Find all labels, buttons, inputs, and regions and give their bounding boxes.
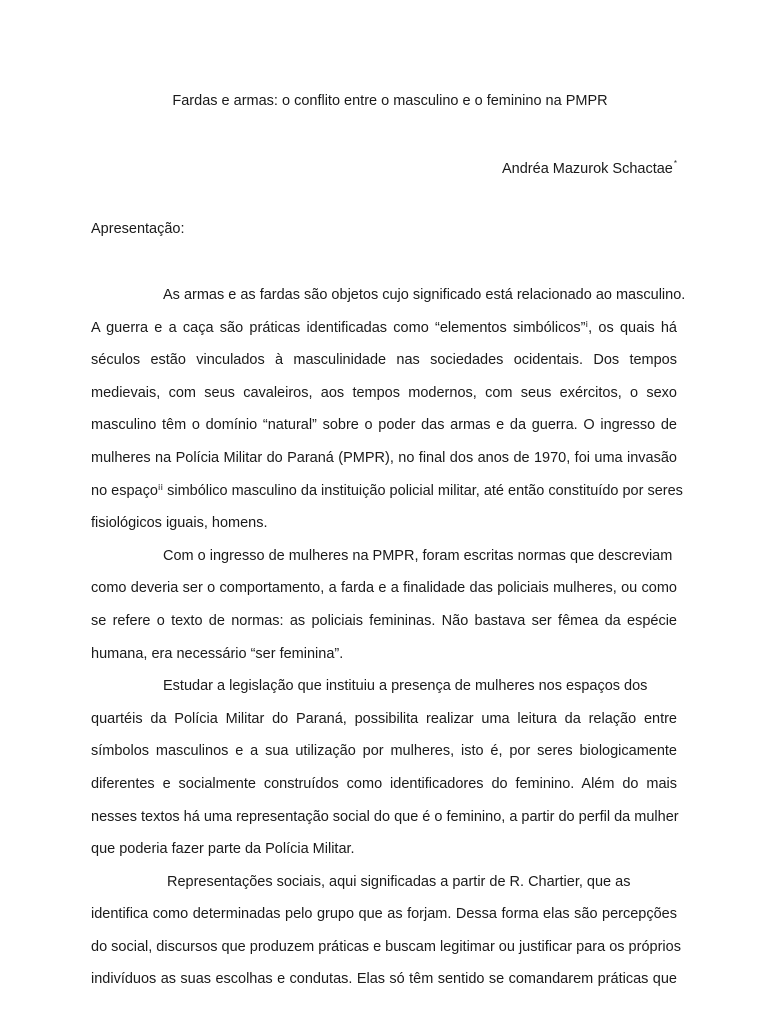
author-line <box>502 154 677 179</box>
text-line: mulheres na Polícia Militar do Paraná (PMPR), no final dos anos de 1970, foi uma invasão <box>91 449 677 466</box>
text-line: diferentes e socialmente construídos como identificadores do feminino. Além do mais <box>91 775 677 792</box>
paragraph-2 <box>91 545 677 675</box>
text-line: quartéis da Polícia Militar do Paraná, possibilita realizar uma leitura da relação entre <box>91 710 677 727</box>
body-text <box>91 284 686 1001</box>
text-line: do social, discursos que produzem práticas e buscam legitimar ou justificar para os próprios <box>91 938 681 955</box>
text-line: As armas e as fardas são objetos cujo significado está relacionado ao masculino. <box>163 287 686 303</box>
text-line: humana, era necessário “ser feminina”. <box>91 645 344 662</box>
text-line: Com o ingresso de mulheres na PMPR, foram escritas normas que descreviam <box>163 547 673 564</box>
author-name: Andréa Mazurok Schactae <box>502 161 673 177</box>
text-line: masculino têm o domínio “natural” sobre o poder das armas e da guerra. O ingresso de <box>91 417 677 434</box>
author-footnote-mark: * <box>673 159 677 168</box>
text-line: séculos estão vinculados à masculinidade nas sociedades ocidentais. Dos tempos <box>91 352 677 369</box>
text-line: nesses textos há uma representação social do que é o feminino, a partir do perfil da mulher <box>91 808 679 825</box>
text-line: fisiológicos iguais, homens. <box>91 515 268 532</box>
paragraph-3 <box>91 675 677 871</box>
text-line: se refere o texto de normas: as policiais femininas. Não bastava ser fêmea da espécie <box>91 612 677 629</box>
text-line: como deveria ser o comportamento, a farda e a finalidade das policiais mulheres, ou como <box>91 580 677 597</box>
document-title: Fardas e armas: o conflito entre o masculino e o feminino na PMPR <box>172 93 608 109</box>
section-heading: Apresentação: <box>91 221 185 237</box>
text-line: símbolos masculinos e a sua utilização por mulheres, isto é, por seres biologicamente <box>91 743 677 760</box>
text-line: medievais, com seus cavaleiros, aos tempos modernos, com seus exércitos, o sexo <box>91 384 677 401</box>
text-line: Estudar a legislação que instituiu a presença de mulheres nos espaços dos <box>163 678 648 695</box>
text-line: Representações sociais, aqui significadas a partir de R. Chartier, que as <box>167 873 631 890</box>
text-line: identifica como determinadas pelo grupo que as forjam. Dessa forma elas são percepções <box>91 906 677 923</box>
text-line: A guerra e a caça são práticas identificadas como “elementos simbólicos”ⁱ, os quais há <box>91 319 677 336</box>
paragraph-1 <box>91 284 686 545</box>
text-line: indivíduos as suas escolhas e condutas. Elas só têm sentido se comandarem práticas que <box>91 971 677 988</box>
text-line: no espaçoⁱⁱ simbólico masculino da instituição policial militar, até então constituído por seres <box>91 482 683 499</box>
paragraph-4 <box>91 871 681 1001</box>
text-line: que poderia fazer parte da Polícia Militar. <box>91 841 355 858</box>
